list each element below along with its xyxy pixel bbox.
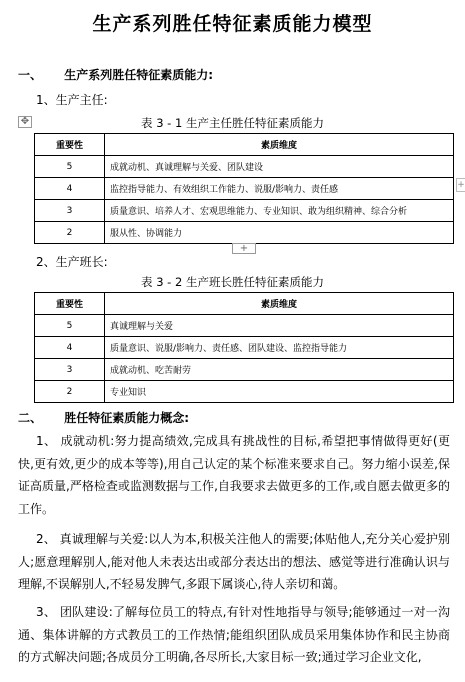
- table-row: [35, 337, 454, 359]
- add-row-plus-icon[interactable]: +: [232, 243, 256, 254]
- section-1-number: 一、: [18, 68, 43, 82]
- subheading-production-team-leader: 2、生产班长:: [36, 255, 108, 269]
- paragraph-understanding-care: 2、 真诚理解与关爱:以人为本,积极关注他人的需要;体贴他人,充分关心爱护别人;愿意理解别人,能对他人未表达出或部分表达出的想法、感觉等进行准确认识与理解,不误解别人,不轻易发脾气,多跟下属谈心,待人亲切和蔼。: [18, 532, 450, 592]
- table-header-row: [35, 293, 454, 315]
- table-1: [34, 133, 454, 244]
- table-1-caption: 表 3 - 1 生产主任胜任特征素质能力: [141, 116, 324, 130]
- dimension-cell: 监控指导能力、有效组织工作能力、说服/影响力、责任感: [105, 178, 454, 200]
- importance-cell: 5: [35, 156, 105, 178]
- paragraph-achievement-motivation: 1、 成就动机:努力提高绩效,完成具有挑战性的目标,希望把事情做得更好(更快,更有效,更少的成本等等),用自己认定的某个标准来要求自己。努力缩小误差,保证高质量,严格检查或监测数据与工作,自我要求去做更多的工作,或自愿去做更多的工作。: [18, 434, 450, 516]
- section-2-heading: [18, 409, 189, 426]
- header-importance: 重要性: [35, 134, 105, 156]
- header-importance: 重要性: [35, 293, 105, 315]
- table-row: [35, 315, 454, 337]
- paragraph-team-building: 3、 团队建设:了解每位员工的特点,有针对性地指导与领导;能够通过一对一沟通、集体讲解的方式教员工的工作热情;能组织团队成员采用集体协作和民主协商的方式解决问题;各成员分工明确,各尽所长,大家目标一致;通过学习企业文化,: [18, 605, 450, 665]
- section-1-text: 生产系列胜任特征素质能力:: [64, 68, 214, 82]
- dimension-cell: 专业知识: [105, 381, 454, 403]
- importance-cell: 2: [35, 222, 105, 244]
- section-1-heading: [18, 66, 213, 83]
- table-row: [35, 381, 454, 403]
- dimension-cell: 服从性、协调能力: [105, 222, 454, 244]
- dimension-cell: 成就动机、吃苦耐劳: [105, 359, 454, 381]
- add-column-plus-icon[interactable]: +: [457, 180, 465, 190]
- dimension-cell: 真诚理解与关爱: [105, 315, 454, 337]
- importance-cell: 3: [35, 200, 105, 222]
- table-row: [35, 156, 454, 178]
- dimension-cell: 成就动机、真诚理解与关爱、团队建设: [105, 156, 454, 178]
- header-dimension: 素质维度: [105, 293, 454, 315]
- dimension-cell: 质量意识、说服/影响力、责任感、团队建设、监控指导能力: [105, 337, 454, 359]
- table-row: [35, 200, 454, 222]
- importance-cell: 5: [35, 315, 105, 337]
- importance-cell: 4: [35, 178, 105, 200]
- table-row: [35, 222, 454, 244]
- table-2: [34, 292, 454, 403]
- importance-cell: 4: [35, 337, 105, 359]
- table-move-handle-icon[interactable]: ✥: [18, 116, 32, 128]
- table-row: [35, 178, 454, 200]
- importance-cell: 2: [35, 381, 105, 403]
- section-2-number: 二、: [18, 411, 43, 425]
- table-row: [35, 359, 454, 381]
- section-2-text: 胜任特征素质能力概念:: [64, 411, 190, 425]
- importance-cell: 3: [35, 359, 105, 381]
- subheading-production-director: 1、生产主任:: [36, 93, 108, 107]
- dimension-cell: 质量意识、培养人才、宏观思维能力、专业知识、敢为组织精神、综合分析: [105, 200, 454, 222]
- table-header-row: [35, 134, 454, 156]
- page-title: 生产系列胜任特征素质能力模型: [92, 13, 373, 35]
- table-2-caption: 表 3 - 2 生产班长胜任特征素质能力: [141, 275, 324, 289]
- header-dimension: 素质维度: [105, 134, 454, 156]
